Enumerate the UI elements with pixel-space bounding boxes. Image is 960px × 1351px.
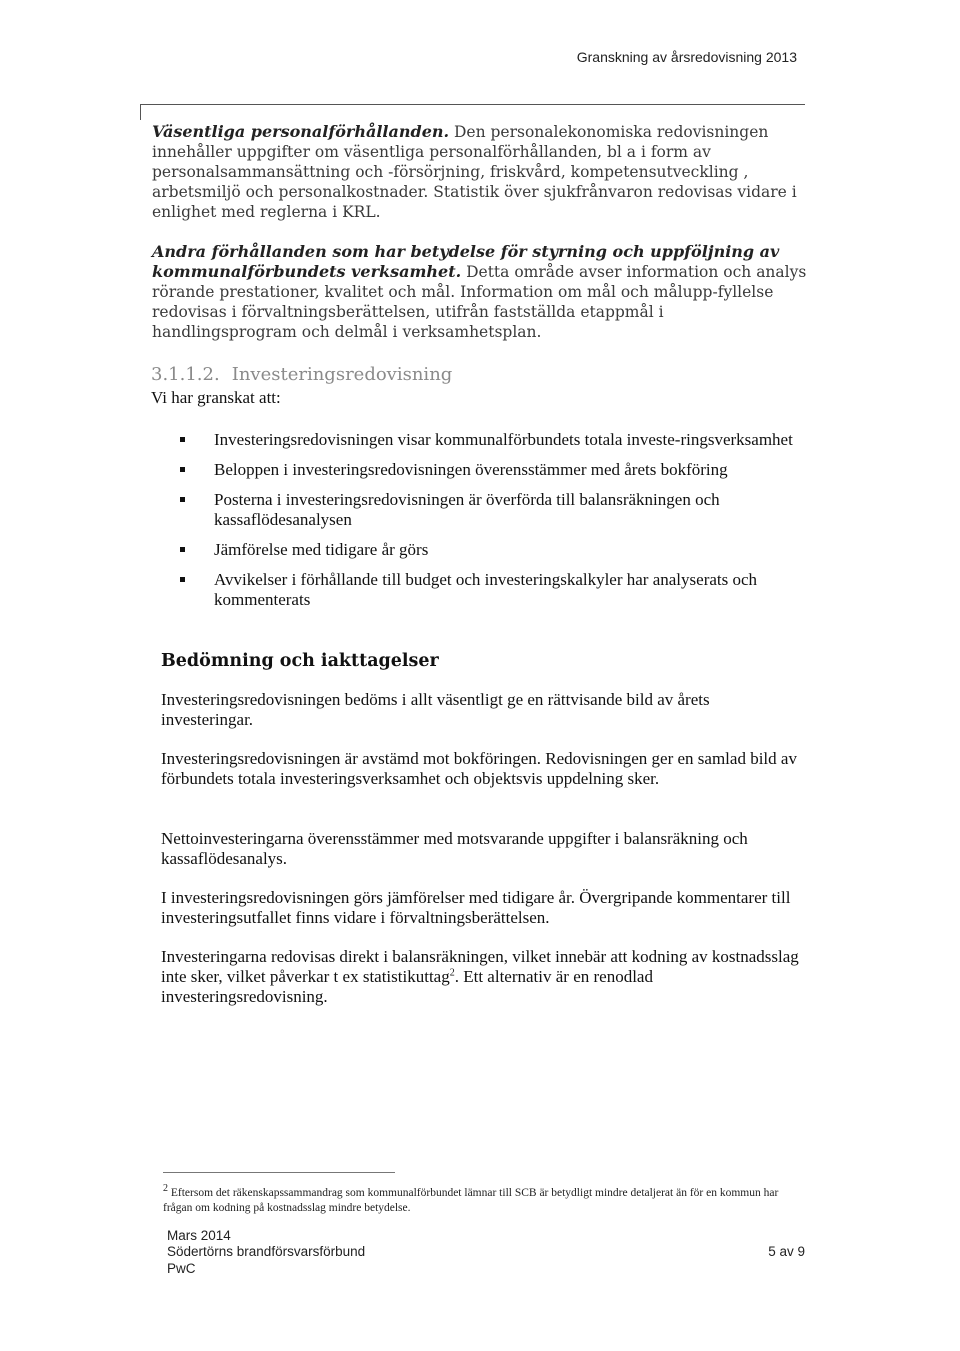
- list-item-text: Jämförelse med tidigare år görs: [214, 540, 429, 559]
- footer-date: Mars 2014: [167, 1228, 231, 1243]
- section-heading: [151, 364, 452, 385]
- list-item: [180, 540, 800, 560]
- bullet-square-icon: [180, 437, 185, 442]
- paragraph-text: . Ett alternativ är en renodlad investeringsredovisning.: [161, 967, 653, 1006]
- footnote: [163, 1183, 803, 1216]
- intro-text: Vi har granskat att:: [151, 388, 281, 407]
- paragraph-lead: Andra förhållanden som har betydelse för styrning och uppföljning av kommunalförbundets verksamhet.: [152, 242, 780, 281]
- assessment-paragraph: I investeringsredovisningen görs jämförelser med tidigare år. Övergripande kommentarer till investeringsutfallet finns vidare i förvaltningsberättelsen.: [161, 888, 791, 927]
- footnote-text: Eftersom det räkenskapssammandrag som kommunalförbundet lämnar till SCB är betydligt mindre detaljerat än för en kommun har frågan om kodning på kostnadsslag mindre betydelse.: [163, 1187, 779, 1214]
- bullet-square-icon: [180, 577, 185, 582]
- page-number: 5 av 9: [768, 1244, 805, 1259]
- bullet-square-icon: [180, 547, 185, 552]
- footer-firm: PwC: [167, 1261, 196, 1276]
- header-rule: [140, 104, 805, 105]
- footnote-number: 2: [163, 1183, 168, 1195]
- list-item-text: Investeringsredovisningen visar kommunalförbundets totala investe-ringsverksamhet: [214, 430, 793, 449]
- bullet-square-icon: [180, 497, 185, 502]
- list-item: [180, 490, 800, 530]
- paragraph-personnel: [152, 122, 812, 222]
- paragraph-text: Investeringarna redovisas direkt i balansräkningen, vilket innebär att kodning av kostnadsslag inte sker, vilket påverkar t ex statistikuttag: [161, 947, 799, 986]
- list-item-text: Avvikelser i förhållande till budget och investeringskalkyler har analyserats och kommenterats: [214, 570, 758, 609]
- list-item: [180, 570, 800, 610]
- review-checklist: [180, 430, 800, 620]
- assessment-paragraph: Nettoinvesteringarna överensstämmer med motsvarande uppgifter i balansräkning och kassaflödesanalys.: [161, 829, 748, 868]
- list-item-text: Posterna i investeringsredovisningen är överförda till balansräkningen och kassaflödesanalysen: [214, 490, 720, 529]
- paragraph-lead: Väsentliga personalförhållanden.: [152, 122, 450, 141]
- paragraph-body: Detta område avser information och analys rörande prestationer, kvalitet och mål. Information om mål och målupp-fyllelse redovisas i förvaltningsberättelsen, utifrån fastställda etappmål i handlingsprogram och delmål i verksamhetsplan.: [152, 263, 807, 341]
- header-rule-tick: [140, 104, 141, 120]
- paragraph-body: Den personalekonomiska redovisningen innehåller uppgifter om väsentliga personalförhållanden, bl a i form av personalsammansättning och -försörjning, friskvård, kompetensutveckling , arbetsmiljö och personalkostnader. Statistik över sjukfrånvaron redovisas vidare i enlighet med reglerna i KRL.: [152, 123, 797, 221]
- list-item: [180, 430, 800, 450]
- running-header: Granskning av årsredovisning 2013: [576, 49, 797, 65]
- assessment-paragraph: Investeringsredovisningen är avstämd mot bokföringen. Redovisningen ger en samlad bild av förbundets totala investeringsverksamhet och objektsvis uppdelning sker.: [161, 749, 797, 788]
- footnote-rule: [163, 1172, 395, 1173]
- list-item-text: Beloppen i investeringsredovisningen överensstämmer med årets bokföring: [214, 460, 728, 479]
- footer-organization: Södertörns brandförsvarsförbund: [167, 1244, 366, 1259]
- paragraph-other-conditions: [152, 242, 812, 342]
- section-number: 3.1.1.2.: [151, 364, 220, 385]
- section-title: Investeringsredovisning: [231, 364, 453, 385]
- list-item: [180, 460, 800, 480]
- bullet-square-icon: [180, 467, 185, 472]
- assessment-paragraph: Investeringsredovisningen bedöms i allt väsentligt ge en rättvisande bild av årets investeringar.: [161, 690, 710, 729]
- footnote-reference: 2: [449, 967, 455, 979]
- assessment-heading: Bedömning och iakttagelser: [161, 651, 439, 671]
- assessment-paragraph: [161, 947, 801, 1007]
